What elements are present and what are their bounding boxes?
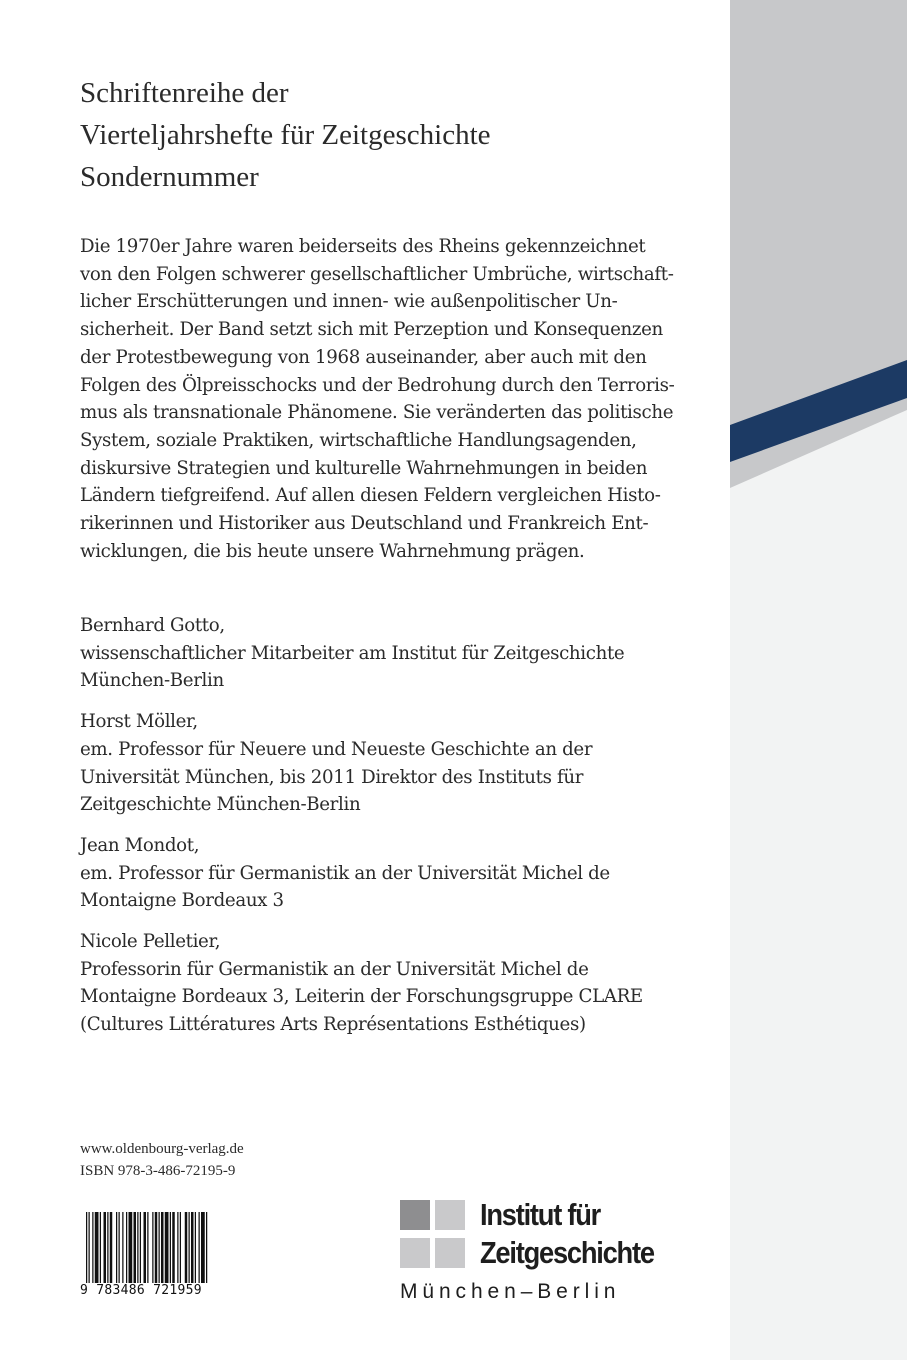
description-line: Die 1970er Jahre waren beiderseits des Rheins gekennzeichnet (80, 236, 646, 257)
publisher-info (80, 1138, 244, 1182)
description-line: von den Folgen schwerer gesellschaftlicher Umbrüche, wirtschaft- (80, 263, 674, 285)
author-affiliation: Professorin für Germanistik an der Universität Michel de (80, 958, 589, 980)
description-line: diskursive Strategien und kulturelle Wahrnehmungen in beiden (80, 457, 648, 479)
logo-text-line2: Zeitgeschichte (480, 1235, 654, 1270)
author-name: Nicole Pelletier, (80, 931, 221, 953)
logo-square-icon (435, 1200, 465, 1230)
author-affiliation: Zeitgeschichte München-Berlin (80, 794, 361, 816)
logo-text-line3: München–Berlin (400, 1280, 621, 1303)
author-affiliation: em. Professor für Neuere und Neueste Geschichte an der (80, 738, 593, 760)
author-affiliation: wissenschaftlicher Mitarbeiter am Institut für Zeitgeschichte (80, 642, 625, 664)
series-title (80, 72, 700, 198)
author-affiliation: em. Professor für Germanistik an der Universität Michel de (80, 862, 610, 884)
logo-square-icon (400, 1200, 430, 1230)
series-line: Schriftenreihe der (80, 77, 289, 109)
isbn: ISBN 978-3-486-72195-9 (80, 1163, 236, 1179)
institute-logo (400, 1198, 700, 1308)
author-affiliation: Montaigne Bordeaux 3 (80, 890, 284, 912)
author-name: Horst Möller, (80, 711, 198, 733)
description-line: licher Erschütterungen und innen- wie außenpolitischer Un- (80, 291, 618, 313)
series-line: Sondernummer (80, 161, 259, 193)
series-line: Vierteljahrshefte für Zeitgeschichte (80, 119, 491, 151)
description-line: wicklungen, die bis heute unsere Wahrnehmung prägen. (80, 540, 585, 562)
description-line: rikerinnen und Historiker aus Deutschland und Frankreich Ent- (80, 513, 649, 535)
author-entry (80, 612, 700, 695)
author-name: Bernhard Gotto, (80, 615, 225, 636)
barcode-digits: 9 783486 721959 (80, 1283, 250, 1298)
author-name: Jean Mondot, (80, 834, 200, 856)
logo-text-line1: Institut für (480, 1197, 601, 1232)
book-description (80, 233, 680, 565)
author-entry (80, 928, 700, 1039)
author-entry (80, 708, 700, 819)
author-affiliation: München-Berlin (80, 670, 224, 692)
logo-square-icon (435, 1238, 465, 1268)
publisher-url: www.oldenbourg-verlag.de (80, 1141, 244, 1157)
description-line: mus als transnationale Phänomene. Sie veränderten das politische (80, 402, 674, 424)
author-affiliation: Universität München, bis 2011 Direktor des Instituts für (80, 766, 584, 788)
logo-square-icon (400, 1238, 430, 1268)
description-line: System, soziale Praktiken, wirtschaftliche Handlungsagenden, (80, 429, 637, 451)
author-affiliation: (Cultures Littératures Arts Représentations Esthétiques) (80, 1014, 586, 1036)
description-line: sicherheit. Der Band setzt sich mit Perzeption und Konsequenzen (80, 319, 663, 341)
band-graphic (730, 0, 907, 1360)
author-list (80, 612, 700, 1052)
description-line: Ländern tiefgreifend. Auf allen diesen Feldern vergleichen Histo- (80, 485, 661, 507)
description-line: Folgen des Ölpreisschocks und der Bedrohung durch den Terroris- (80, 374, 675, 396)
author-entry (80, 832, 700, 915)
description-line: der Protestbewegung von 1968 auseinander, aber auch mit den (80, 346, 647, 368)
decorative-band (730, 0, 907, 1360)
author-affiliation: Montaigne Bordeaux 3, Leiterin der Forschungsgruppe CLARE (80, 986, 643, 1008)
